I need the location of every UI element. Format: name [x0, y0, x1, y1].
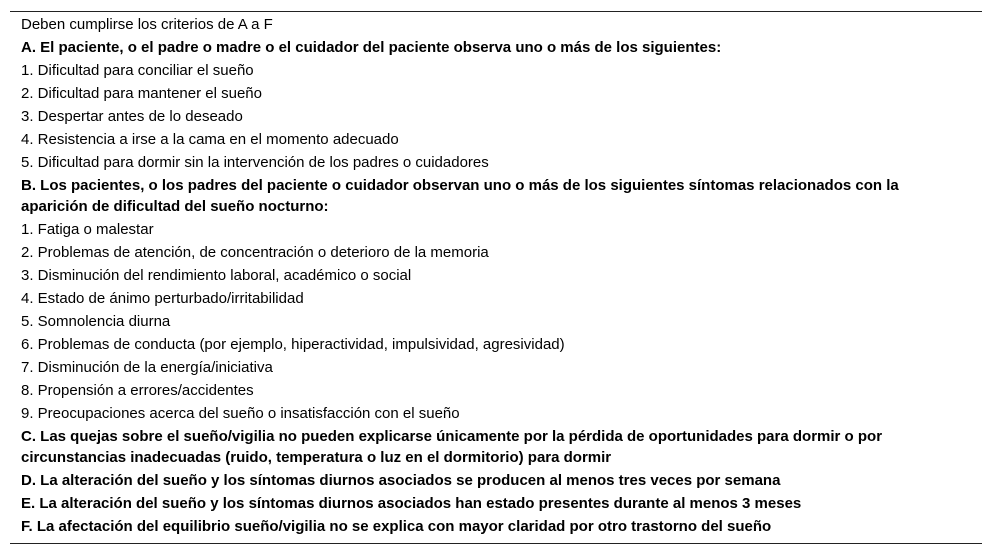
section-b-item: 5. Somnolencia diurna	[21, 313, 171, 330]
section-c-heading: C. Las quejas sobre el sueño/vigilia no pueden explicarse únicamente por la pérdida de oportunidades para dormir o por circunstancias inadecuadas (ruido, temperatura o luz en el dormitorio) para dormir	[21, 428, 883, 466]
section-b-item: 2. Problemas de atención, de concentración o deterioro de la memoria	[21, 244, 489, 261]
section-f-heading: F. La afectación del equilibrio sueño/vigilia no se explica con mayor claridad por otro trastorno del sueño	[21, 518, 772, 535]
section-a-item: 2. Dificultad para mantener el sueño	[21, 85, 262, 102]
section-b-item: 7. Disminución de la energía/iniciativa	[21, 359, 273, 376]
section-b-item: 9. Preocupaciones acerca del sueño o insatisfacción con el sueño	[21, 405, 460, 422]
section-a-item: 1. Dificultad para conciliar el sueño	[21, 62, 254, 79]
section-b-item: 8. Propensión a errores/accidentes	[21, 382, 254, 399]
section-a-item: 3. Despertar antes de lo deseado	[21, 108, 243, 125]
section-b-item: 1. Fatiga o malestar	[21, 221, 154, 238]
section-a-item: 4. Resistencia a irse a la cama en el momento adecuado	[21, 131, 399, 148]
section-e-heading: E. La alteración del sueño y los síntomas diurnos asociados han estado presentes durante al menos 3 meses	[21, 495, 802, 512]
section-d-heading: D. La alteración del sueño y los síntomas diurnos asociados se producen al menos tres veces por semana	[21, 472, 781, 489]
section-b-item: 3. Disminución del rendimiento laboral, académico o social	[21, 267, 412, 284]
criteria-table	[10, 11, 982, 544]
intro-text: Deben cumplirse los criterios de A a F	[21, 16, 273, 33]
section-b-item: 4. Estado de ánimo perturbado/irritabilidad	[21, 290, 304, 307]
section-b-heading: B. Los pacientes, o los padres del paciente o cuidador observan uno o más de los siguientes síntomas relacionados con la aparición de dificultad del sueño nocturno:	[21, 177, 899, 215]
section-a-heading: A. El paciente, o el padre o madre o el cuidador del paciente observa uno o más de los siguientes:	[21, 39, 722, 56]
section-a-item: 5. Dificultad para dormir sin la intervención de los padres o cuidadores	[21, 154, 489, 171]
section-b-item: 6. Problemas de conducta (por ejemplo, hiperactividad, impulsividad, agresividad)	[21, 336, 565, 353]
